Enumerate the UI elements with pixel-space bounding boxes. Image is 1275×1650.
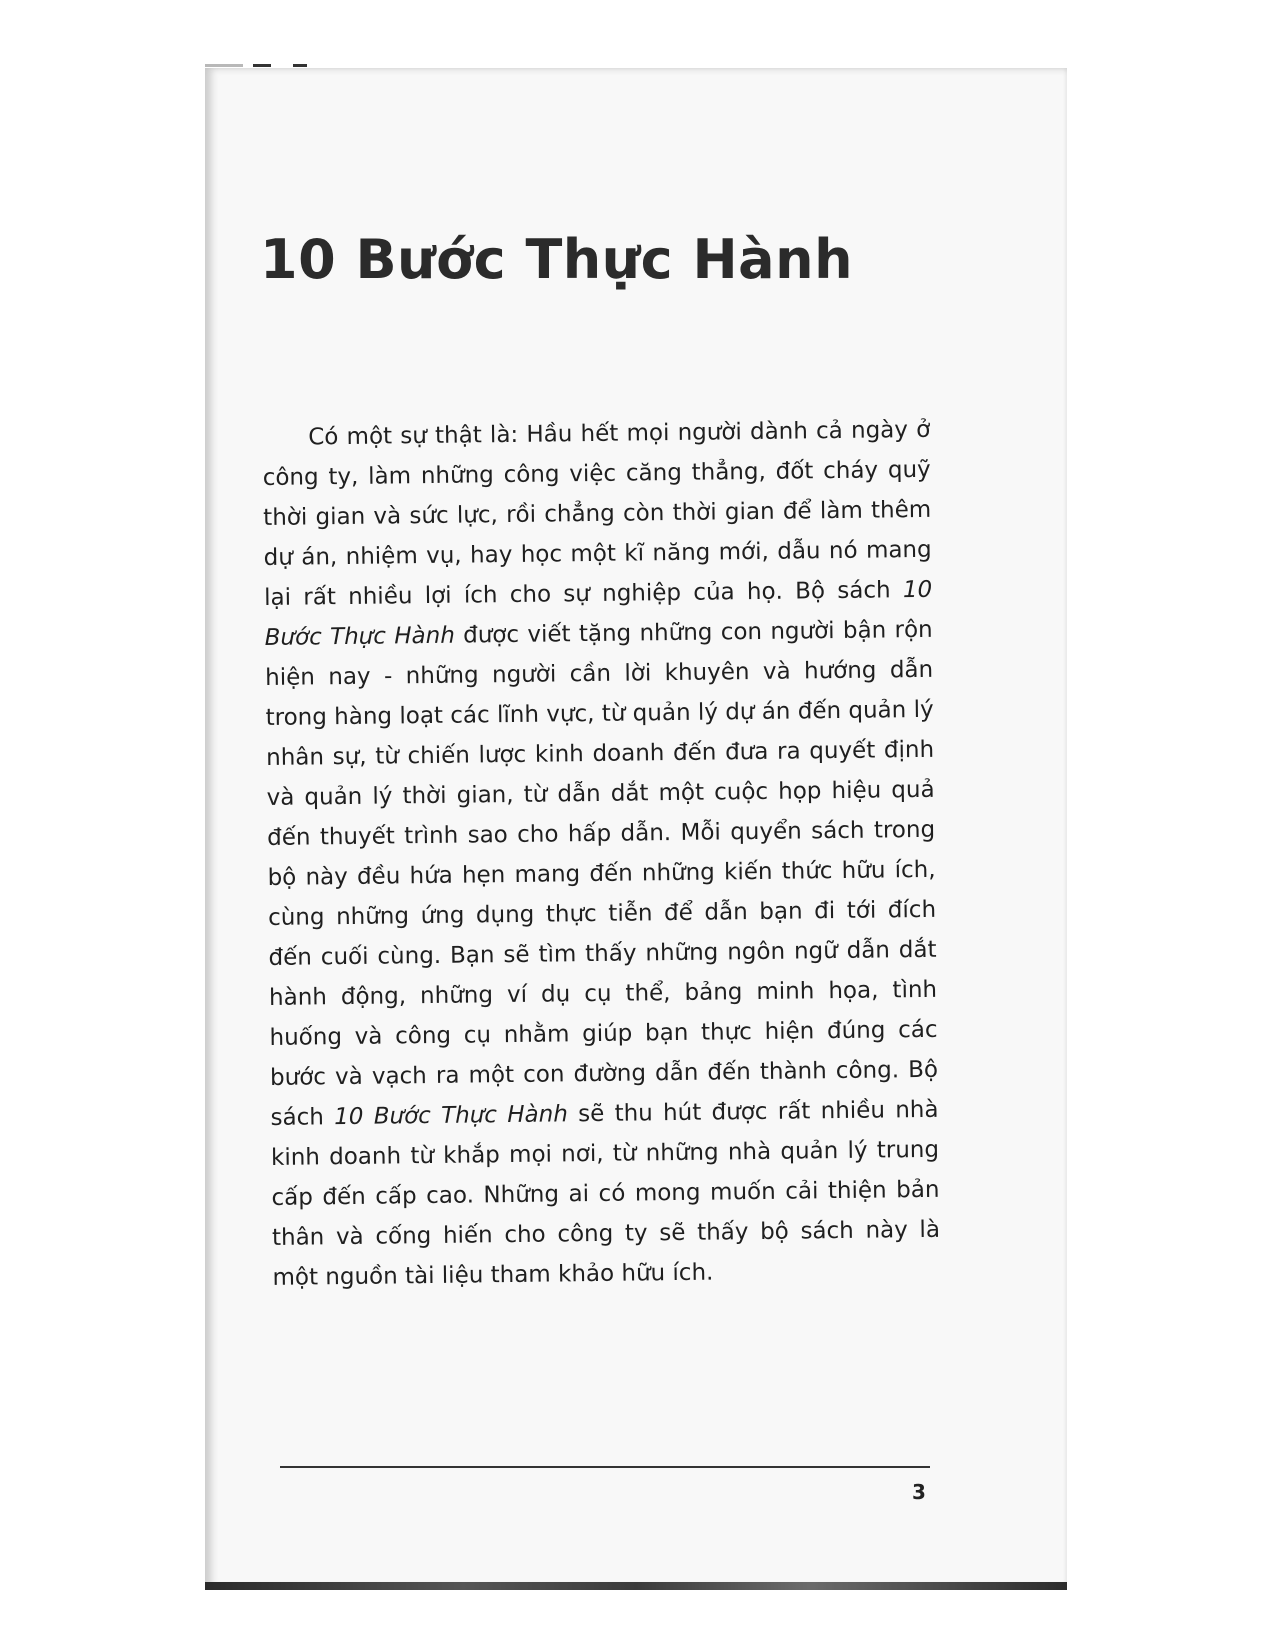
- book-bottom-edge: [205, 1582, 1067, 1590]
- body-paragraph: [262, 410, 941, 1298]
- page-title: 10 Bước Thực Hành: [260, 228, 854, 291]
- book-series-title-italic: 10 Bước Thực Hành: [264, 576, 933, 651]
- book-series-title-italic: 10 Bước Thực Hành: [334, 1101, 569, 1131]
- page-number: 3: [912, 1480, 926, 1504]
- paragraph-text-part-1: Có một sự thật là: Hầu hết mọi người dành cả ngày ở công ty, làm những công việc căng thẳng, đốt cháy quỹ thời gian và sức lực, rồi chẳng còn thời gian để làm thêm dự án, nhiệm vụ, hay học một kĩ năng mới, dẫu nó mang lại rất nhiều lợi ích cho sự nghiệp của họ. Bộ sách: [262, 416, 932, 611]
- footer-divider: [280, 1466, 930, 1468]
- paragraph-text-part-3: sẽ thu hút được rất nhiều nhà kinh doanh từ khắp mọi nơi, từ những nhà quản lý trung cấp đến cấp cao. Những ai có mong muốn cải thiện bản thân và cống hiến cho công ty sẽ thấy bộ sách này là một nguồn tài liệu tham khảo hữu ích.: [270, 1096, 941, 1291]
- paragraph-text-part-2: được viết tặng những con người bận rộn hiện nay - những người cần lời khuyên và hướng dẫn trong hàng loạt các lĩnh vực, từ quản lý dự án đến quản lý nhân sự, từ chiến lược kinh doanh đến đưa ra quyết định và quản lý thời gian, từ dẫn dắt một cuộc họp hiệu quả đến thuyết trình sao cho hấp dẫn. Mỗi quyển sách trong bộ này đều hứa hẹn mang đến những kiến thức hữu ích, cùng những ứng dụng thực tiễn để dẫn bạn đi tới đích đến cuối cùng. Bạn sẽ tìm thấy những ngôn ngữ dẫn dắt hành động, những ví dụ cụ thể, bảng minh họa, tình huống và công cụ nhằm giúp bạn thực hiện đúng các bước và vạch ra một con đường dẫn đến thành công. Bộ sách: [265, 616, 939, 1131]
